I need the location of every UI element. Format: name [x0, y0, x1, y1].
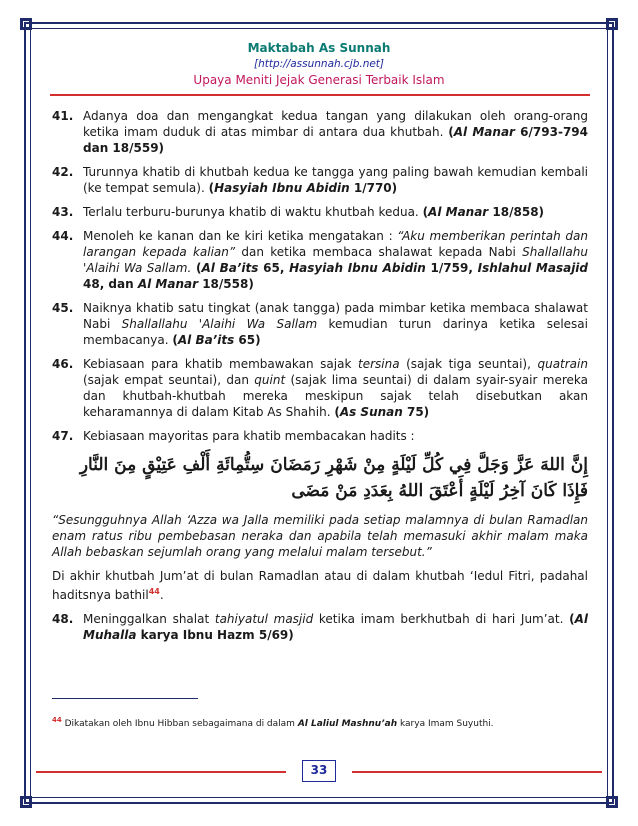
citation-text: ( — [334, 405, 340, 419]
item-number: 46. — [52, 357, 74, 371]
item-text — [83, 204, 588, 220]
item-text-segment: Kebiasaan mayoritas para khatib membacakan hadits : — [83, 429, 415, 443]
footnote-text-pre: Dikatakan oleh Ibnu Hibban sebagaimana di dalam — [61, 719, 298, 729]
citation-source: As Sunan — [339, 405, 403, 419]
item-text-segment: tersina — [357, 357, 400, 371]
citation-source: Hasyiah Ibnu Abidin — [214, 181, 350, 195]
hadith-translation: “Sesungguhnya Allah ‘Azza wa Jalla memiliki pada setiap malamnya di bulan Ramadlan enam ratus ribu pembebasan neraka dan apabila telah memasuki akhir malam maka Allah bebaskan sejumlah orang yang melalui malam tersebut.” — [52, 513, 588, 559]
citation-text: 18/558) — [198, 277, 254, 291]
item-number: 47. — [52, 429, 74, 443]
item-text-segment: Kebiasaan para khatib membawakan sajak — [83, 357, 358, 371]
item-text-segment: “Aku memberikan perintah dan larangan kepada kalian” — [83, 229, 588, 259]
citation-source: Hasyiah Ibnu Abidin — [289, 261, 426, 275]
item-text-segment: Turunnya khatib di khutbah kedua ke tangga yang paling bawah kemudian kembali (ke tempat semula). — [83, 165, 588, 195]
paragraph-end: . — [159, 588, 164, 602]
citation-source: Al Ba’its — [177, 333, 235, 347]
page-number: 33 — [302, 760, 336, 782]
citation-text: ( — [569, 612, 575, 626]
item-text-segment: Meninggalkan shalat — [83, 612, 215, 626]
item-number: 45. — [52, 301, 74, 315]
citation-source: Al Ba’its — [201, 261, 259, 275]
item-text-segment: (sajak empat seuntai), dan — [83, 373, 255, 387]
item-text-segment: Naiknya khatib satu tingkat (anak tangga) pada mimbar ketika membaca shalawat Nabi — [83, 301, 588, 331]
footnote-text-post: karya Imam Suyuthi. — [397, 719, 494, 729]
item-text-segment: ketika imam berkhutbah di hari Jum’at. — [313, 612, 570, 626]
list-item — [52, 164, 588, 196]
item-list-continued — [52, 611, 588, 643]
footnote — [52, 714, 588, 730]
citation-text: 65, — [258, 261, 290, 275]
item-number: 48. — [52, 612, 74, 626]
citation-text: 1/759, — [425, 261, 478, 275]
item-text — [83, 356, 588, 420]
citation-source: Al Manar — [428, 205, 489, 219]
item-text-segment: kemudian turun darinya ketika selesai membacanya. — [83, 317, 588, 347]
citation-text: 1/770) — [349, 181, 398, 195]
site-subtitle: Upaya Meniti Jejak Generasi Terbaik Islam — [193, 73, 445, 87]
item-text-segment: quint — [254, 373, 286, 387]
arabic-hadith: ﺇِﻥَّ ﺍﻟﻠﻪَ ﻋَﺰَّ ﻭَﺟَﻞَّ ﻓِﻲ ﻛُﻞِّ ﻟَﻴْﻠَﺔٍ ﻣِﻦْ ﺷَﻬْﺮِ ﺭَﻣَﻀَﺎﻥَ ﺳِﺘُّﻤِﺎﺋَﺔِ ﺃَﻟْﻒِ ﻋَﺘِﻴْﻖٍ ﻣِﻦَ ﺍﻟﻨَّﺎﺭِ ﻓَﺈِﺫَﺍ ﻛَﺎﻥَ ﺁﺧِﺮُ ﻟَﻴْﻠَﺔٍ ﺃَﻋْﺘَﻖَ ﺍﻟﻠﻪُ ﺑِﻌَﺪَﺩِ ﻣَﻦْ ﻣَﻀَﻰ — [79, 455, 588, 501]
citation-source: Al Manar — [137, 277, 199, 291]
citation-text: 6/793-794 dan 18/559) — [83, 125, 588, 155]
list-item — [52, 228, 588, 292]
list-item — [52, 611, 588, 643]
list-item — [52, 356, 588, 420]
footnote-number: 44 — [52, 716, 62, 724]
item-text — [83, 164, 588, 196]
item-text-segment: quatrain — [537, 357, 588, 371]
citation-source: Al Muhalla — [83, 612, 588, 642]
item-text-segment: tahiyatul masjid — [214, 612, 314, 626]
item-text-segment: Terlalu terburu-burunya khatib di waktu khutbah kedua. — [83, 205, 423, 219]
citation-text: karya Ibnu Hazm 5/69) — [136, 628, 294, 642]
item-text — [83, 611, 588, 643]
citation-text: 65) — [234, 333, 261, 347]
citation-source: Al Manar — [453, 125, 515, 139]
list-item — [52, 300, 588, 348]
item-text — [83, 228, 588, 292]
item-number: 44. — [52, 229, 74, 243]
footer-line-right — [352, 771, 602, 773]
item-text-segment: Shallallahu 'Alaihi Wa Sallam — [121, 317, 318, 331]
citation-text: ( — [172, 333, 178, 347]
item-text — [83, 428, 588, 444]
citation-text: ( — [422, 205, 429, 219]
citation-source: Ishlahul Masajid — [477, 261, 589, 275]
footnote-ref[interactable]: 44 — [148, 587, 160, 596]
item-number: 41. — [52, 109, 74, 123]
item-text-segment: (sajak tiga seuntai), — [399, 357, 538, 371]
citation-text: ( — [448, 125, 454, 139]
item-text-segment: dan ketika membaca shalawat kepada Nabi — [235, 245, 523, 259]
list-item — [52, 108, 588, 156]
citation-text: 18/858) — [488, 205, 545, 219]
footnote-source: Al Laliul Mashnu’ah — [297, 719, 398, 729]
site-name: Maktabah As Sunnah — [247, 41, 391, 55]
page-body — [52, 108, 588, 651]
item-number: 42. — [52, 165, 74, 179]
body-paragraph — [52, 568, 588, 603]
item-text — [83, 108, 588, 156]
footer-line-left — [36, 771, 286, 773]
item-text-segment: Menoleh ke kanan dan ke kiri ketika mengatakan : — [83, 229, 398, 243]
citation-text: 48, dan — [83, 277, 138, 291]
site-url-link[interactable]: [http://assunnah.cjb.net] — [253, 58, 385, 70]
header-divider — [50, 94, 590, 96]
item-text-segment: Shallallahu 'Alaihi Wa Sallam. — [83, 245, 588, 275]
citation-text: ( — [191, 261, 202, 275]
item-text — [83, 300, 588, 348]
item-list — [52, 108, 588, 444]
citation-text: ( — [208, 181, 215, 195]
page-header — [0, 40, 638, 89]
item-text-segment: Adanya doa dan mengangkat kedua tangan yang dilakukan oleh orang-orang ketika imam duduk di atas mimbar di antara dua khutbah. — [83, 109, 588, 139]
item-text-segment: (sajak lima seuntai) di dalam syair-syair mereka dan khutbah-khutbah mereka meskipun sajak telah disebutkan akan keharamannya di dalam Kitab As Shahih. — [83, 373, 588, 419]
list-item — [52, 428, 588, 444]
citation-text: 75) — [402, 405, 430, 419]
list-item — [52, 204, 588, 220]
paragraph-text: Di akhir khutbah Jum’at di bulan Ramadlan atau di dalam khutbah ‘Iedul Fitri, padahal haditsnya bathil — [52, 569, 588, 602]
item-number: 43. — [52, 205, 74, 219]
footnote-divider — [52, 698, 198, 699]
